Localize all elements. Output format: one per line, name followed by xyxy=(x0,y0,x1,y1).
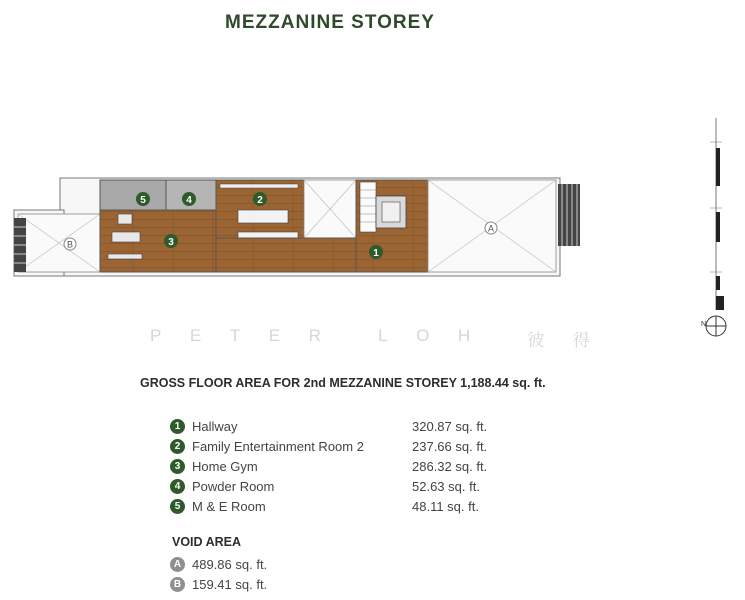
svg-text:B: B xyxy=(66,239,74,250)
page-title: MEZZANINE STOREY xyxy=(225,12,435,33)
right-balcony xyxy=(558,184,580,246)
section-scale xyxy=(700,112,740,342)
void-row xyxy=(170,554,312,574)
watermark-char: E xyxy=(268,326,281,345)
watermark xyxy=(150,326,590,351)
plan-marker-4 xyxy=(182,192,196,206)
void-list xyxy=(170,554,312,594)
room-number-badge: 1 xyxy=(170,419,185,434)
room-list xyxy=(170,416,550,516)
room-row xyxy=(170,416,550,436)
plan-marker-3 xyxy=(164,234,178,248)
room-row xyxy=(170,456,550,476)
room-name: Home Gym xyxy=(192,458,258,474)
watermark-char: R xyxy=(308,326,321,345)
svg-text:2: 2 xyxy=(257,195,263,206)
svg-text:3: 3 xyxy=(168,237,174,248)
room-number-badge: 3 xyxy=(170,459,185,474)
void-area-heading: VOID AREA xyxy=(172,535,241,549)
floor-plan xyxy=(0,100,600,300)
room-name: Family Entertainment Room 2 xyxy=(192,438,364,454)
void-letter-badge: B xyxy=(170,577,185,592)
svg-text:1: 1 xyxy=(373,248,379,259)
void-area-value: 489.86 sq. ft. xyxy=(192,556,268,572)
plan-marker-b xyxy=(64,238,76,250)
central-void xyxy=(304,180,356,238)
plan-marker-5 xyxy=(136,192,150,206)
room-area: 52.63 sq. ft. xyxy=(412,478,480,494)
watermark-char: 彼 xyxy=(527,331,545,350)
watermark-char: L xyxy=(378,326,388,345)
room-area: 320.87 sq. ft. xyxy=(412,418,488,434)
plan-marker-2 xyxy=(253,192,267,206)
room-area: 48.11 sq. ft. xyxy=(412,498,479,514)
gross-floor-area: GROSS FLOOR AREA FOR 2nd MEZZANINE STOREY 1,188.44 sq. ft. xyxy=(140,376,546,390)
left-balcony xyxy=(14,218,26,272)
room-name: Powder Room xyxy=(192,478,275,494)
room-number-badge: 5 xyxy=(170,499,185,514)
room-number-badge: 2 xyxy=(170,439,185,454)
room-area: 237.66 sq. ft. xyxy=(412,438,488,454)
room-name: Hallway xyxy=(192,418,238,434)
room-row xyxy=(170,436,550,456)
svg-text:4: 4 xyxy=(186,195,192,206)
watermark-char: E xyxy=(189,326,202,345)
staircase xyxy=(360,182,376,232)
svg-text:5: 5 xyxy=(140,195,146,206)
svg-text:N: N xyxy=(701,321,707,328)
void-row xyxy=(170,574,312,594)
room-name: M & E Room xyxy=(192,498,266,514)
room-area: 286.32 sq. ft. xyxy=(412,458,488,474)
compass-icon xyxy=(701,316,726,336)
void-area-value: 159.41 sq. ft. xyxy=(192,576,268,592)
room-number-badge: 4 xyxy=(170,479,185,494)
lift xyxy=(376,196,406,228)
watermark-char: 得 xyxy=(572,331,590,350)
room-row xyxy=(170,496,550,516)
watermark-char: O xyxy=(416,326,430,345)
watermark-char: T xyxy=(229,326,241,345)
room-row xyxy=(170,476,550,496)
void-b-area xyxy=(18,214,100,272)
void-letter-badge: A xyxy=(170,557,185,572)
m-e-room-floor xyxy=(100,180,166,210)
watermark-char: P xyxy=(150,326,162,345)
watermark-char: H xyxy=(457,326,471,345)
svg-text:A: A xyxy=(487,223,495,234)
plan-marker-1 xyxy=(369,245,383,259)
plan-marker-a xyxy=(485,222,497,234)
